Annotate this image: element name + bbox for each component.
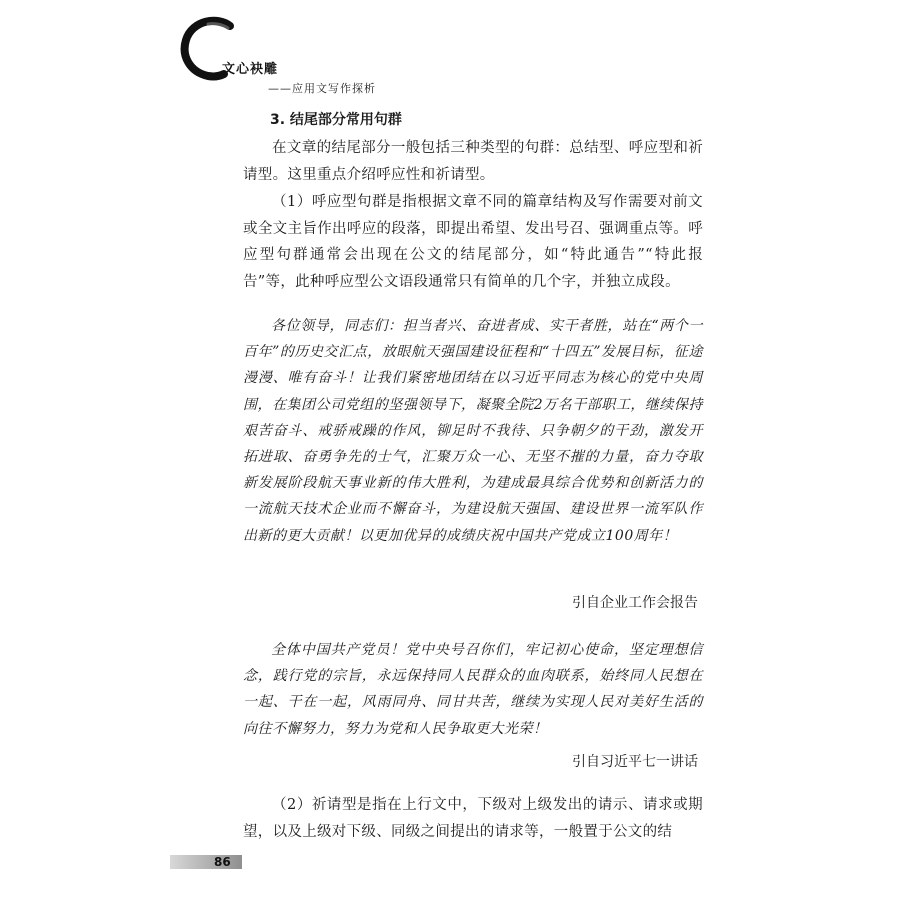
paragraph-2: （2）祈请型是指在上行文中，下级对上级发出的请示、请求或期望，以及上级对下级、同级之间提出的请求等，一般置于公文的结 [243, 797, 703, 840]
page-number-bar [170, 855, 242, 869]
section-heading: 3. 结尾部分常用句群 [270, 112, 402, 128]
quote-block-1: 各位领导，同志们：担当者兴、奋进者成、实干者胜，站在“两个一百年”的历史交汇点，放眼航天强国建设征程和“十四五”发展目标，征途漫漫、唯有奋斗！让我们紧密地团结在以习近平同志为核心的党中央周围，在集团公司党组的坚强领导下，凝聚全院2万名干部职工，继续保持艰苦奋斗、戒骄戒躁的作风，铆足时不我待、只争朝夕的干劲，激发开拓进取、奋勇争先的士气，汇聚万众一心、无坚不摧的力量，奋力夺取新发展阶段航天事业新的伟大胜利，为建成最具综合优势和创新活力的一流航天技术企业而不懈奋斗，为建设航天强国、建设世界一流军队作出新的更大贡献！以更加优异的成绩庆祝中国共产党成立100周年！ [243, 318, 703, 544]
quote-source-2: 引自习近平七一讲话 [572, 754, 698, 770]
header-subtitle: ——应用文写作探析 [268, 82, 376, 95]
running-header [178, 14, 438, 104]
quote-source-1: 引自企业工作会报告 [572, 595, 698, 611]
quote-block-2: 全体中国共产党员！党中央号召你们，牢记初心使命，坚定理想信念，践行党的宗旨，永远保持同人民群众的血肉联系，始终同人民想在一起、干在一起，风雨同舟、同甘共苦，继续为实现人民对美好生活的向往不懈努力，努力为党和人民争取更大光荣！ [243, 642, 703, 737]
header-title: 文心袂雕 [222, 62, 279, 77]
page-number: 86 [214, 855, 231, 869]
paragraph-1: （1）呼应型句群是指根据文章不同的篇章结构及写作需要对前文或全文主旨作出呼应的段落，即提出希望、发出号召、强调重点等。呼应型句群通常会出现在公文的结尾部分，如“特此通告”“特此报告”等，此种呼应型公文语段通常只有简单的几个字，并独立成段。 [243, 194, 703, 290]
intro-paragraph: 在文章的结尾部分一般包括三种类型的句群：总结型、呼应型和祈请型。这里重点介绍呼应性和祈请型。 [243, 140, 703, 183]
